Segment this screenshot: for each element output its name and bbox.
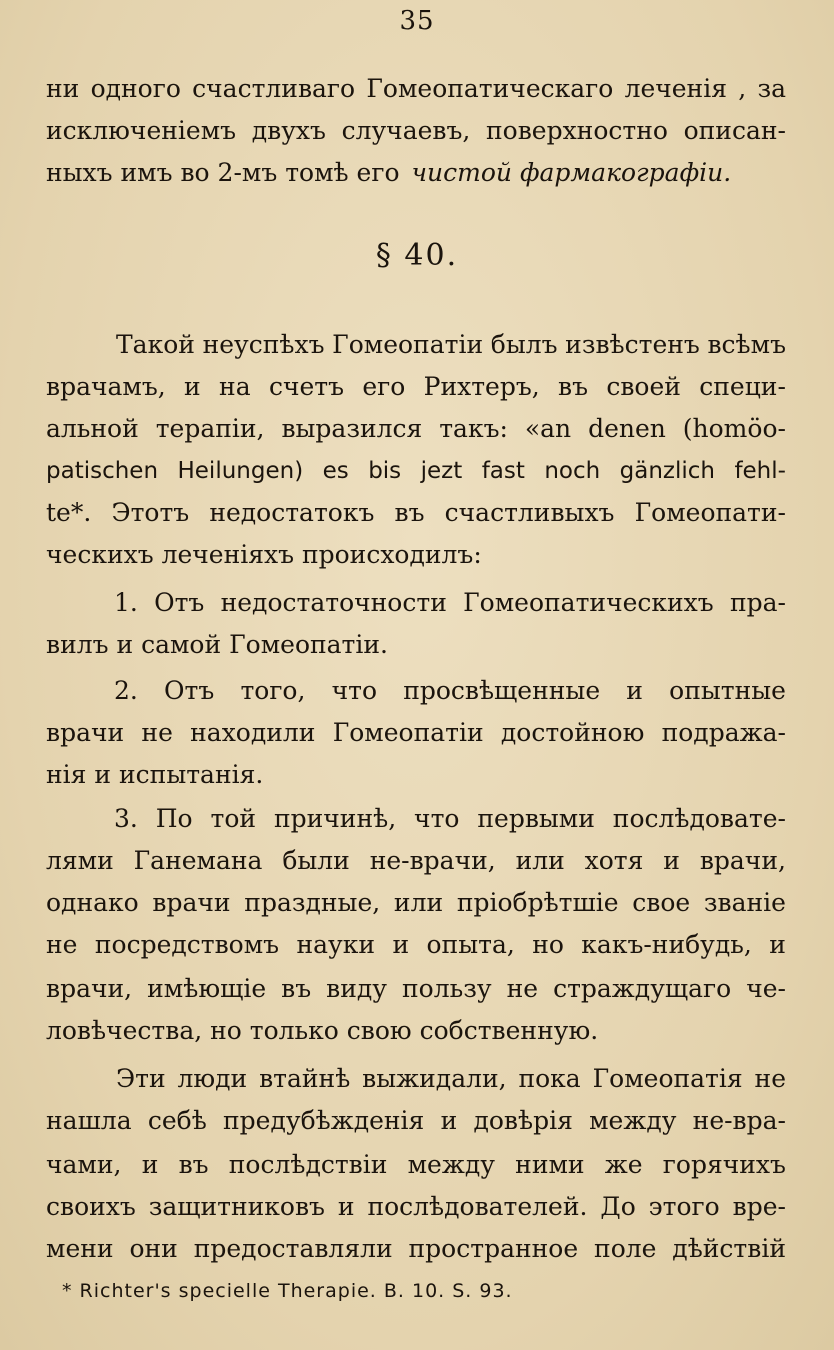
footnote: * Richter's specielle Therapie. B. 10. S. 93. [62, 1280, 513, 1302]
text-line: чами, и въ послѣдствіи между ними же горячихъ [46, 1150, 786, 1179]
section-heading: § 40. [375, 238, 459, 273]
list-item-line: однако врачи праздные, или пріобрѣтшіе свое званіе [46, 888, 786, 917]
text-line-german: patischen Heilungen) es bis jezt fast noch gänzlich fehl- [46, 458, 786, 484]
text-line: своихъ защитниковъ и послѣдователей. До этого вре- [46, 1192, 786, 1221]
text-line: ческихъ леченіяхъ происходилъ: [46, 540, 482, 569]
book-title-italic: чистой фармакографіи. [411, 158, 732, 187]
list-item-line: нія и испытанія. [46, 760, 264, 789]
list-item-line: ловѣчества, но только свою собственную. [46, 1016, 599, 1045]
text-line: ни одного счастливаго Гомеопатическаго леченія , за [46, 74, 786, 103]
text-line: Эти люди втайнѣ выжидали, пока Гомеопатія не [116, 1064, 786, 1093]
list-item-line: вилъ и самой Гомеопатіи. [46, 630, 388, 659]
text-line: мени они предоставляли пространное поле дѣйствій [46, 1234, 786, 1263]
list-item-line: врачи не находили Гомеопатіи достойною подража- [46, 718, 786, 747]
text-line: te*. Этотъ недостатокъ въ счастливыхъ Гомеопати- [46, 498, 786, 527]
text-line: врачамъ, и на счетъ его Рихтеръ, въ своей специ- [46, 372, 786, 401]
page-number: 35 [399, 6, 435, 36]
text-line [46, 158, 786, 188]
list-item-line: врачи, имѣющіе въ виду пользу не страждущаго че- [46, 974, 786, 1003]
list-item-line: 1. Отъ недостаточности Гомеопатическихъ пра- [114, 588, 786, 617]
text-line: нашла себѣ предубѣжденія и довѣрія между не-вра- [46, 1106, 786, 1135]
text-line: Такой неуспѣхъ Гомеопатіи былъ извѣстенъ всѣмъ [116, 330, 786, 359]
list-item-line: 3. По той причинѣ, что первыми послѣдовате- [114, 804, 786, 833]
text-segment: ныхъ имъ во 2-мъ томѣ его [46, 158, 400, 187]
text-line: исключеніемъ двухъ случаевъ, поверхностно описан- [46, 116, 786, 145]
list-item-line: 2. Отъ того, что просвѣщенные и опытные [114, 676, 786, 705]
list-item-line: лями Ганемана были не-врачи, или хотя и врачи, [46, 846, 786, 875]
text-line: альной терапіи, выразился такъ: «an denen (homöo- [46, 414, 786, 443]
list-item-line: не посредствомъ науки и опыта, но какъ-нибудь, и [46, 930, 786, 959]
